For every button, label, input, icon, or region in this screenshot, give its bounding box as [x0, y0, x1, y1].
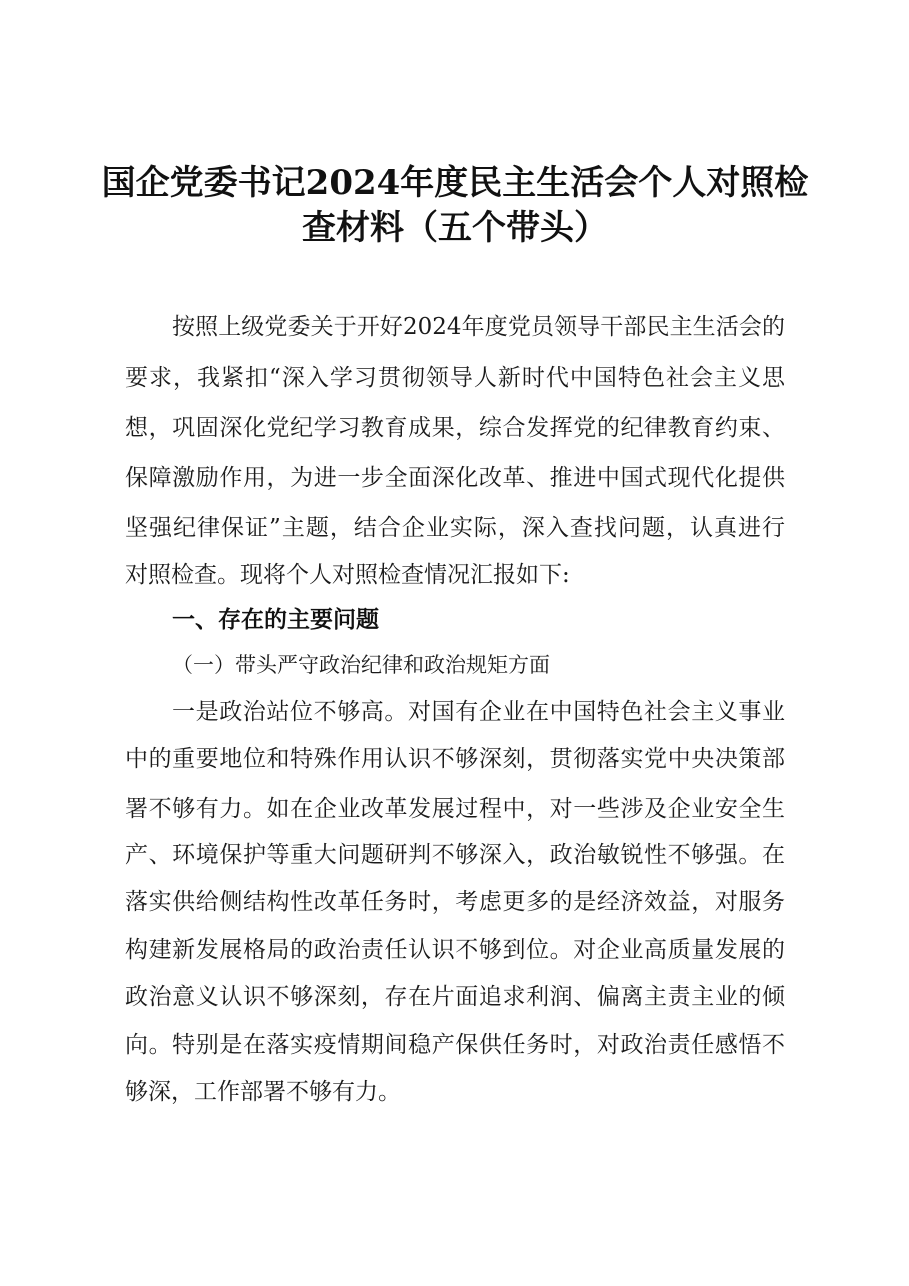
document-title-line-1: 国企党委书记2024年度民主生活会个人对照检	[101, 163, 809, 203]
body-line: 中的重要地位和特殊作用认识不够深刻，贯彻落实党中央决策部	[125, 746, 785, 772]
document-title-line-2: 查材料（五个带头）	[302, 208, 608, 248]
intro-line: 保障激励作用，为进一步全面深化改革、推进中国式现代化提供	[125, 465, 785, 491]
body-line: 向。特别是在落实疫情期间稳产保供任务时，对政治责任感悟不	[125, 1032, 785, 1058]
body-line: 落实供给侧结构性改革任务时，考虑更多的是经济效益，对服务	[125, 889, 785, 915]
intro-line: 要求，我紧扣“深入学习贯彻领导人新时代中国特色社会主义思	[125, 365, 785, 391]
body-line: 构建新发展格局的政治责任认识不够到位。对企业高质量发展的	[125, 937, 785, 963]
intro-line: 按照上级党委关于开好2024年度党员领导干部民主生活会的	[172, 314, 785, 340]
intro-line: 想，巩固深化党纪学习教育成果，综合发挥党的纪律教育约束、	[125, 415, 785, 441]
body-line: 够深，工作部署不够有力。	[125, 1079, 401, 1105]
intro-line: 对照检查。现将个人对照检查情况汇报如下:	[125, 562, 570, 588]
subsection-heading: （一）带头严守政治纪律和政治规矩方面	[172, 653, 550, 677]
intro-line: 坚强纪律保证”主题，结合企业实际，深入查找问题，认真进行	[125, 515, 785, 541]
body-line: 署不够有力。如在企业改革发展过程中，对一些涉及企业安全生	[125, 796, 785, 822]
body-line: 产、环境保护等重大问题研判不够深入，政治敏锐性不够强。在	[125, 842, 785, 868]
body-line: 政治意义认识不够深刻，存在片面追求利润、偏离主责主业的倾	[125, 984, 785, 1010]
body-line: 一是政治站位不够高。对国有企业在中国特色社会主义事业	[172, 699, 785, 725]
section-heading: 一、存在的主要问题	[172, 606, 379, 633]
